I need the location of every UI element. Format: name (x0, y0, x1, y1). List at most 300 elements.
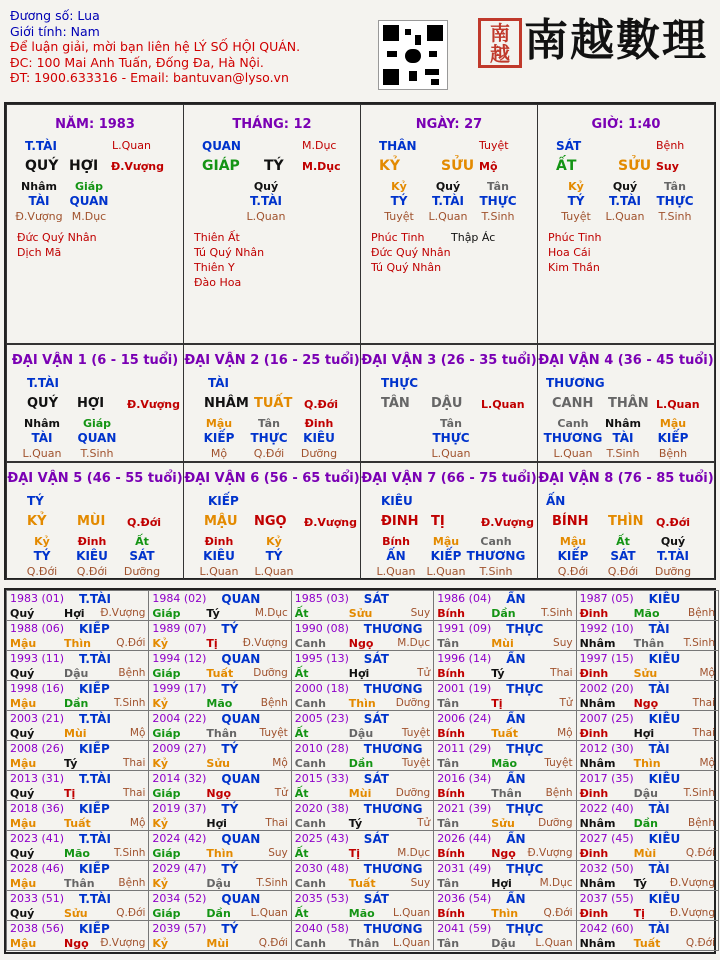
year-god: TÝ (221, 802, 239, 816)
year-branch: Thân (206, 727, 237, 740)
star-item: Phúc Tinh (371, 231, 425, 244)
year-cell (433, 860, 576, 891)
year-cell (576, 860, 719, 891)
hidden-god: THỰC (479, 194, 517, 208)
year-stem: Ất (294, 787, 309, 800)
year-stem: Kỷ (152, 817, 169, 830)
luck-branch: NGỌ (254, 514, 287, 529)
year-stem: Giáp (152, 727, 181, 740)
luck-hidden-god: THỰC (432, 431, 470, 445)
hidden-god: QUAN (69, 194, 109, 208)
year-label: 2002 (20) (579, 682, 634, 695)
year-god: QUAN (221, 712, 261, 726)
year-god: KIÊU (648, 772, 681, 786)
year-label: 2013 (31) (10, 772, 65, 785)
year-branch: Hợi (491, 877, 512, 890)
luck-hidden-stem: Mậu (432, 535, 460, 548)
pillar-cell (6, 104, 184, 344)
year-god: KIẾP (79, 622, 110, 636)
luck-hidden-stage: T.Sinh (479, 565, 513, 578)
year-god: QUAN (221, 772, 261, 786)
year-god: SÁT (363, 712, 389, 726)
hidden-god: TÝ (390, 194, 408, 208)
luck-stem: ĐINH (381, 514, 419, 529)
year-branch: Dần (206, 907, 231, 920)
year-stem: Bính (437, 607, 466, 620)
year-label: 2000 (18) (294, 682, 349, 695)
year-cell (6, 680, 149, 711)
year-branch: Tị (633, 907, 645, 920)
year-stem: Ất (294, 667, 309, 680)
year-label: 1990 (08) (294, 622, 349, 635)
year-label: 2027 (45) (579, 832, 634, 845)
year-god: QUAN (221, 892, 261, 906)
year-label: 2003 (21) (10, 712, 65, 725)
year-cell (433, 590, 576, 621)
year-stage: Mộ (557, 727, 573, 739)
luck-hidden-god: SÁT (129, 549, 155, 563)
luck-stage: Q.Đới (127, 516, 162, 529)
luck-hidden-stem: Nhâm (605, 417, 641, 430)
year-cell (576, 890, 719, 921)
year-branch: Thân (491, 787, 522, 800)
luck-hidden-god: THỰC (250, 431, 288, 445)
year-label: 2018 (36) (10, 802, 65, 815)
luck-hidden-stage: Q.Đới (607, 565, 639, 578)
pillar-cell (183, 104, 361, 344)
year-label: 2032 (50) (579, 862, 634, 875)
header-block (10, 8, 300, 86)
year-god: THỰC (506, 742, 544, 756)
year-cell (576, 680, 719, 711)
year-stem: Canh (294, 877, 326, 890)
year-branch: Mùi (491, 637, 514, 650)
year-stem: Mậu (10, 757, 37, 770)
pillar-branch: SỬU (441, 158, 475, 174)
year-cell (576, 800, 719, 831)
year-stage: Dưỡng (253, 667, 288, 679)
year-stage: Q.Đới (543, 907, 573, 919)
year-stage: T.Sinh (683, 787, 715, 799)
luck-branch: THÂN (608, 396, 649, 411)
year-branch: Dần (633, 817, 658, 830)
pillar-branch: HỢI (69, 158, 99, 174)
hidden-god: TÝ (567, 194, 585, 208)
year-label: 2014 (32) (152, 772, 207, 785)
luck-hidden-god: TÝ (33, 549, 51, 563)
year-stage: Q.Đới (116, 907, 146, 919)
year-label: 2008 (26) (10, 742, 65, 755)
luck-hidden-stem: Mậu (205, 417, 233, 430)
year-label: 2007 (25) (579, 712, 634, 725)
year-god: T.TÀI (79, 712, 111, 726)
year-stage: Mộ (272, 757, 288, 769)
year-stem: Quý (10, 667, 35, 680)
luck-title: ĐẠI VẬN 7 (66 - 75 tuổi) (361, 471, 537, 486)
luck-god: TÝ (27, 494, 44, 508)
year-cell (6, 860, 149, 891)
luck-hidden-stem: Đinh (304, 417, 334, 430)
year-branch: Ngọ (348, 637, 374, 650)
pillar-stage: Mộ (479, 160, 498, 173)
year-label: 1997 (15) (579, 652, 634, 665)
qr-code-icon (378, 20, 448, 90)
year-cell (433, 800, 576, 831)
year-stem: Đinh (579, 607, 609, 620)
year-branch: Mão (348, 907, 375, 920)
year-cell (291, 920, 434, 951)
luck-title: ĐẠI VẬN 1 (6 - 15 tuổi) (11, 353, 179, 368)
owner-gender: Giới tính: Nam (10, 23, 100, 39)
year-stage: Tử (417, 817, 431, 829)
brand-seal: 南越 (478, 18, 522, 68)
year-stem: Kỷ (152, 937, 169, 950)
year-label: 2010 (28) (294, 742, 349, 755)
year-cell (291, 650, 434, 681)
year-god: KIÊU (648, 652, 681, 666)
year-stem: Đinh (579, 907, 609, 920)
luck-hidden-god: T.TÀI (657, 549, 689, 563)
year-cell (576, 650, 719, 681)
year-stage: Bệnh (545, 787, 573, 799)
luck-hidden-god: KIẾP (557, 549, 589, 563)
year-god: KIẾP (79, 862, 110, 876)
luck-stem: CANH (552, 396, 594, 411)
luck-title: ĐẠI VẬN 3 (26 - 35 tuổi) (361, 353, 537, 368)
year-branch: Dậu (491, 937, 516, 950)
year-label: 1995 (13) (294, 652, 349, 665)
year-label: 1985 (03) (294, 592, 349, 605)
luck-hidden-stem: Ất (616, 535, 630, 548)
year-label: 2029 (47) (152, 862, 207, 875)
year-stage: T.Sinh (113, 847, 146, 859)
year-cell (6, 710, 149, 741)
luck-hidden-stem: Bính (382, 535, 410, 548)
year-label: 1983 (01) (10, 592, 65, 605)
year-cell (6, 830, 149, 861)
year-branch: Mùi (348, 787, 372, 800)
luck-branch: DẬU (431, 396, 463, 411)
year-god: THỰC (506, 802, 544, 816)
year-stage: Suy (410, 877, 431, 889)
year-cell (291, 620, 434, 651)
year-god: T.TÀI (79, 772, 111, 786)
pillar-branch: TÝ (264, 158, 284, 174)
year-stem: Tân (437, 937, 460, 950)
year-cell (433, 680, 576, 711)
year-label: 2041 (59) (437, 922, 492, 935)
luck-hidden-stage: L.Quan (376, 565, 416, 578)
year-god: THƯƠNG (363, 862, 423, 876)
year-cell (6, 740, 149, 771)
year-stem: Kỷ (152, 637, 169, 650)
year-stem: Giáp (152, 847, 181, 860)
year-branch: Dậu (64, 667, 89, 680)
year-stem: Mậu (10, 877, 37, 890)
hidden-god: T.TÀI (609, 194, 641, 208)
year-cell (148, 920, 291, 951)
pillar-top-god: T.TÀI (25, 139, 57, 153)
luck-god: TÀI (208, 376, 230, 390)
year-stem: Đinh (579, 847, 609, 860)
year-stage: M.Dục (254, 607, 288, 619)
pillar-title: NGÀY: 27 (415, 117, 483, 132)
year-stem: Canh (294, 817, 326, 830)
year-god: T.TÀI (79, 592, 111, 606)
luck-stage: Q.Đới (656, 516, 691, 529)
year-cell (291, 710, 434, 741)
year-stage: Đ.Vượng (527, 847, 573, 859)
star-item: Hoa Cái (548, 246, 591, 259)
year-branch: Mùi (633, 847, 657, 860)
year-stem: Canh (294, 637, 326, 650)
luck-hidden-stem: Nhâm (24, 417, 60, 430)
yearly-luck-table (4, 588, 716, 954)
year-stem: Kỷ (152, 877, 169, 890)
year-branch: Thìn (206, 847, 234, 860)
hidden-stem: Quý (253, 180, 279, 193)
year-stem: Nhâm (579, 637, 616, 650)
year-cell (576, 590, 719, 621)
luck-hidden-stage: Q.Đới (253, 447, 285, 460)
year-label: 2001 (19) (437, 682, 492, 695)
year-god: TÀI (648, 802, 670, 816)
year-label: 2031 (49) (437, 862, 492, 875)
year-branch: Mão (633, 607, 660, 620)
hidden-stage: M.Dục (71, 210, 107, 223)
year-label: 2040 (58) (294, 922, 349, 935)
year-stem: Bính (437, 847, 466, 860)
year-label: 2033 (51) (10, 892, 65, 905)
luck-branch: THÌN (608, 514, 644, 529)
year-cell (433, 770, 576, 801)
year-stem: Ất (294, 847, 309, 860)
year-god: KIẾP (79, 802, 110, 816)
year-stage: Suy (553, 637, 573, 649)
luck-hidden-stage: Dưỡng (300, 447, 338, 460)
year-branch: Dậu (348, 727, 374, 740)
hidden-god: T.TÀI (250, 194, 282, 208)
year-branch: Dần (64, 697, 89, 710)
year-stem: Tân (437, 697, 460, 710)
year-branch: Thân (64, 877, 95, 890)
hidden-stage: T.Sinh (658, 210, 692, 223)
year-cell (433, 620, 576, 651)
year-stem: Kỷ (152, 697, 169, 710)
year-branch: Tị (206, 637, 218, 650)
year-stage: Đ.Vượng (100, 937, 146, 949)
year-stage: Thai (122, 787, 146, 799)
year-god: TÝ (221, 862, 239, 876)
year-cell (6, 650, 149, 681)
year-branch: Mùi (64, 727, 87, 740)
star-item: Kim Thần (548, 261, 600, 274)
luck-hidden-stage: Bệnh (658, 447, 688, 460)
year-cell (433, 920, 576, 951)
luck-hidden-stem: Canh (480, 535, 512, 548)
year-god: TÀI (648, 622, 670, 636)
year-stem: Đinh (579, 787, 609, 800)
year-god: THỰC (506, 622, 544, 636)
luck-stem: KỶ (27, 514, 47, 529)
star-item: Đức Quý Nhân (371, 246, 451, 259)
luck-branch: TỊ (431, 514, 445, 529)
luck-hidden-god: TÀI (31, 431, 53, 445)
year-god: KIÊU (648, 832, 681, 846)
year-branch: Dần (348, 757, 374, 770)
year-stem: Nhâm (579, 757, 616, 770)
year-cell (148, 680, 291, 711)
year-stage: Đ.Vượng (669, 877, 715, 889)
year-stage: Mộ (699, 667, 715, 679)
year-branch: Hợi (206, 817, 227, 830)
luck-hidden-god: THƯƠNG (466, 549, 526, 563)
luck-hidden-god: ẤN (386, 549, 406, 563)
year-stage: Thai (550, 667, 573, 679)
year-branch: Dần (491, 607, 516, 620)
luck-stage: L.Quan (656, 398, 700, 411)
year-label: 2016 (34) (437, 772, 492, 785)
year-stem: Đinh (579, 727, 609, 740)
luck-hidden-stage: L.Quan (199, 565, 239, 578)
luck-stage: Đ.Vượng (481, 516, 535, 529)
luck-hidden-god: KIẾP (657, 431, 689, 445)
luck-title: ĐẠI VẬN 8 (76 - 85 tuổi) (538, 471, 714, 486)
year-branch: Thìn (491, 907, 519, 920)
year-cell (291, 830, 434, 861)
year-stem: Quý (10, 787, 35, 800)
luck-hidden-stage: L.Quan (254, 565, 294, 578)
luck-title: ĐẠI VẬN 6 (56 - 65 tuổi) (184, 471, 360, 486)
hidden-god: T.TÀI (432, 194, 464, 208)
year-stem: Bính (437, 727, 466, 740)
year-label: 2028 (46) (10, 862, 65, 875)
hidden-stage: Tuyệt (561, 210, 591, 223)
year-label: 2030 (48) (294, 862, 349, 875)
luck-hidden-god: KIÊU (203, 549, 235, 563)
year-branch: Sửu (633, 667, 658, 680)
year-god: THƯƠNG (363, 622, 423, 636)
hidden-god: TÀI (28, 194, 50, 208)
year-god: T.TÀI (79, 652, 111, 666)
year-stage: Thai (692, 697, 715, 709)
year-stage: Mộ (129, 817, 146, 829)
year-branch: Tị (491, 697, 503, 710)
pillar-top-stage: L.Quan (112, 139, 151, 152)
year-god: KIÊU (648, 712, 681, 726)
year-stem: Giáp (152, 907, 181, 920)
year-branch: Tuất (206, 667, 234, 680)
luck-hidden-stage: Q.Đới (557, 565, 589, 578)
year-cell (291, 770, 434, 801)
year-label: 1993 (11) (10, 652, 65, 665)
year-god: QUAN (221, 592, 261, 606)
luck-hidden-god: SÁT (610, 549, 636, 563)
star-item: Thiên Y (194, 261, 235, 274)
year-stage: Tử (417, 667, 431, 679)
year-stage: Dưỡng (395, 697, 431, 709)
year-cell (148, 860, 291, 891)
year-stem: Ất (294, 907, 309, 920)
year-god: ẤN (506, 892, 526, 906)
star-item: Tú Quý Nhân (371, 261, 442, 274)
year-label: 2009 (27) (152, 742, 207, 755)
luck-cell (537, 344, 715, 462)
year-stage: M.Dục (397, 847, 431, 859)
year-label: 2039 (57) (152, 922, 207, 935)
year-god: KIẾP (79, 922, 110, 936)
luck-hidden-stage: Mộ (210, 447, 228, 460)
luck-hidden-god: TÀI (612, 431, 634, 445)
star-extra: Thập Ác (451, 231, 496, 244)
year-god: TÀI (648, 922, 670, 936)
luck-stage: Q.Đới (304, 398, 339, 411)
year-branch: Ngọ (491, 847, 516, 860)
year-stage: Bệnh (118, 877, 146, 889)
luck-god: ẤN (546, 494, 566, 508)
year-cell (291, 680, 434, 711)
year-cell (576, 620, 719, 651)
year-cell (6, 800, 149, 831)
pillar-top-god: QUAN (202, 139, 241, 153)
star-item: Đào Hoa (194, 276, 242, 289)
year-stage: Bệnh (688, 817, 715, 829)
year-cell (433, 650, 576, 681)
year-stem: Quý (10, 727, 35, 740)
year-branch: Thìn (633, 757, 661, 770)
luck-stem: QUÝ (27, 396, 59, 411)
year-stage: Q.Đới (258, 937, 288, 949)
pillar-stage: Đ.Vượng (111, 160, 165, 173)
year-branch: Tý (64, 757, 78, 770)
year-label: 2042 (60) (579, 922, 634, 935)
year-god: KIÊU (648, 892, 681, 906)
year-label: 1984 (02) (152, 592, 207, 605)
luck-hidden-stem: Tân (258, 417, 280, 430)
pillar-title: THÁNG: 12 (232, 117, 312, 132)
luck-hidden-stage: L.Quan (431, 447, 471, 460)
year-branch: Ngọ (206, 787, 232, 800)
brand-logo: 南越數理 (524, 15, 708, 66)
year-label: 1996 (14) (437, 652, 492, 665)
year-god: ẤN (506, 772, 526, 786)
year-cell (433, 830, 576, 861)
year-stem: Nhâm (579, 697, 616, 710)
year-stage: L.Quan (250, 907, 288, 919)
luck-hidden-god: KIẾP (430, 549, 462, 563)
luck-god: KIẾP (208, 494, 239, 508)
pillar-title: NĂM: 1983 (55, 117, 135, 132)
year-label: 2021 (39) (437, 802, 492, 815)
pillar-title: GIỜ: 1:40 (591, 117, 661, 132)
luck-god: KIÊU (381, 494, 413, 508)
contact-line: Để luận giải, mời bạn liên hệ LÝ SỐ HỘI QUÁN. (10, 39, 301, 54)
year-stage: T.Sinh (256, 877, 288, 889)
luck-hidden-god: THƯƠNG (543, 431, 603, 445)
year-god: TÝ (221, 742, 239, 756)
year-god: THỰC (506, 922, 544, 936)
year-cell (6, 890, 149, 921)
hidden-stem: Tân (487, 180, 509, 193)
year-stage: Tuyệt (259, 727, 288, 739)
year-branch: Tị (64, 787, 76, 800)
year-god: THỰC (506, 682, 544, 696)
year-god: ẤN (506, 652, 526, 666)
year-god: TÀI (648, 682, 670, 696)
luck-stem: MẬU (204, 514, 238, 529)
year-branch: Tuất (491, 727, 518, 740)
year-cell (148, 800, 291, 831)
